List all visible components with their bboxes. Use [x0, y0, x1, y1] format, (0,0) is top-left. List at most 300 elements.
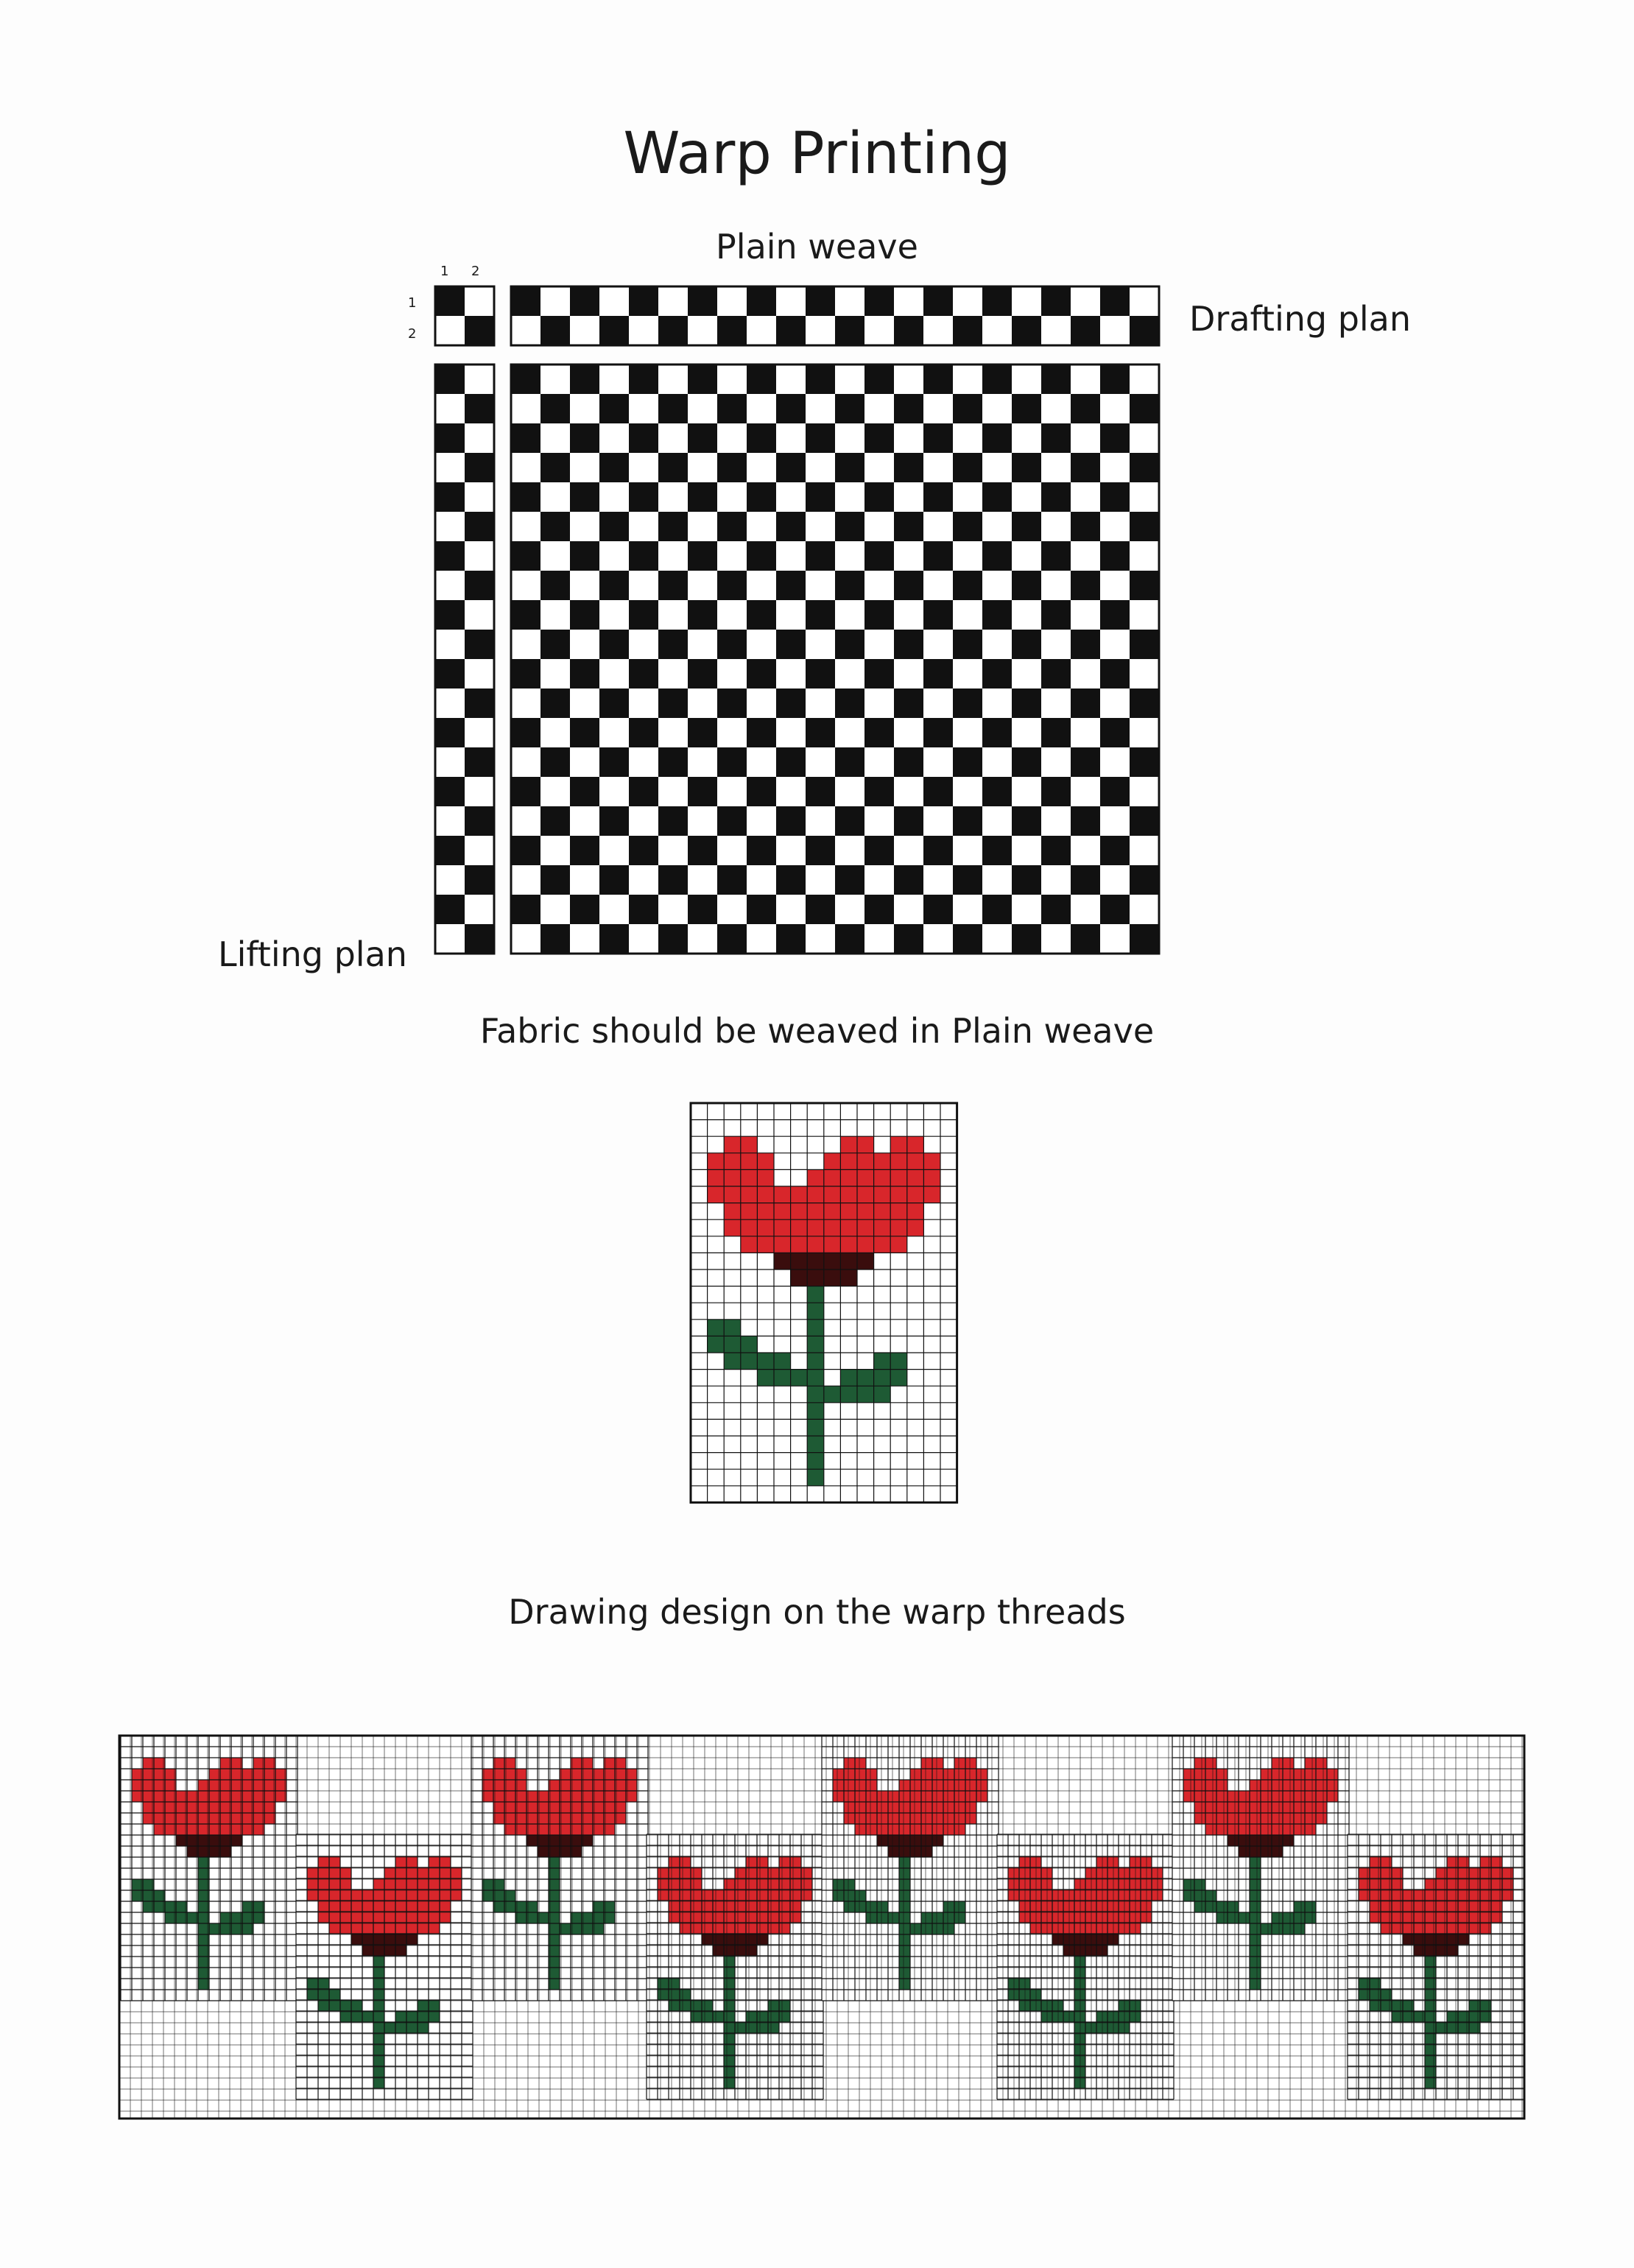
motif-cell — [840, 1153, 857, 1170]
motif-cell — [1447, 1890, 1458, 1901]
motif-cell — [713, 1901, 724, 1912]
motif-cell — [1480, 1901, 1491, 1912]
weave-cell — [806, 364, 835, 394]
weave-cell — [923, 777, 953, 806]
weave-cell — [658, 865, 688, 895]
weave-cell — [688, 836, 717, 865]
motif-cell — [857, 1203, 874, 1220]
motif-cell — [1458, 2011, 1469, 2022]
motif-cell — [910, 1824, 921, 1835]
motif-cell — [1228, 1791, 1239, 1802]
weave-cell — [540, 688, 570, 718]
motif-cell — [833, 1879, 844, 1890]
motif-cell — [866, 1912, 877, 1923]
motif-cell — [1283, 1758, 1294, 1769]
motif-cell — [702, 1890, 713, 1901]
weave-cell — [629, 482, 658, 512]
motif-cell — [801, 1867, 812, 1878]
weave-cell — [599, 571, 629, 600]
motif-cell — [1283, 1813, 1294, 1824]
motif-cell — [1392, 2000, 1403, 2011]
motif-cell — [658, 1989, 669, 2000]
motif-cell — [1436, 1923, 1447, 1934]
motif-cell — [1216, 1901, 1228, 1912]
motif-cell — [1469, 1890, 1480, 1901]
weave-cell — [465, 688, 494, 718]
motif-cell — [406, 1912, 418, 1923]
motif-cell — [774, 1186, 791, 1203]
motif-cell — [329, 1890, 340, 1901]
motif-cell — [741, 1353, 758, 1370]
weave-cell — [435, 423, 465, 453]
weave-cell — [629, 895, 658, 924]
motif-cell — [702, 1901, 713, 1912]
weave-cell — [1012, 512, 1041, 541]
weave-cell — [747, 600, 776, 630]
motif-cell — [351, 1934, 362, 1945]
weave-cell — [511, 364, 540, 394]
motif-cell — [1205, 1802, 1216, 1813]
motif-cell — [669, 1867, 680, 1878]
motif-cell — [855, 1769, 866, 1780]
weave-cell — [776, 453, 806, 482]
motif-cell — [899, 1835, 910, 1846]
motif-cell — [921, 1846, 932, 1857]
weave-cell — [1012, 453, 1041, 482]
motif-cell — [373, 2011, 384, 2022]
weave-cell — [465, 453, 494, 482]
weave-cell — [747, 836, 776, 865]
motif-cell — [708, 1336, 725, 1353]
motif-cell — [844, 1802, 855, 1813]
motif-cell — [307, 1989, 318, 2000]
weave-cell — [658, 924, 688, 954]
motif-cell — [774, 1236, 791, 1253]
motif-cell — [1272, 1791, 1283, 1802]
motif-cell — [1250, 1901, 1261, 1912]
weave-cell — [629, 364, 658, 394]
motif-cell — [340, 2011, 351, 2022]
motif-cell — [844, 1791, 855, 1802]
motif-cell — [890, 1186, 907, 1203]
motif-cell — [746, 2011, 757, 2022]
motif-cell — [1261, 1824, 1272, 1835]
motif-cell — [1228, 1835, 1239, 1846]
motif-cell — [1205, 1890, 1216, 1901]
motif-cell — [440, 1878, 451, 1890]
motif-cell — [1480, 1856, 1491, 1867]
weave-cell — [1130, 394, 1159, 423]
motif-cell — [746, 1901, 757, 1912]
motif-cell — [384, 1934, 395, 1945]
motif-cell — [1381, 1890, 1392, 1901]
motif-cell — [899, 1802, 910, 1813]
motif-cell — [807, 1353, 824, 1370]
motif-cell — [807, 1419, 824, 1436]
weave-cell — [953, 688, 982, 718]
motif-cell — [757, 1169, 774, 1186]
weave-cell — [806, 659, 835, 688]
weave-cell — [923, 600, 953, 630]
motif-cell — [1359, 1867, 1370, 1878]
motif-cell — [735, 1867, 746, 1878]
motif-cell — [768, 1890, 779, 1901]
weave-cell — [717, 394, 747, 423]
motif-cell — [921, 1780, 932, 1791]
motif-cell — [866, 1780, 877, 1791]
motif-cell — [1250, 1780, 1261, 1791]
motif-cell — [307, 1890, 318, 1901]
motif-cell — [669, 2000, 680, 2011]
weave-cell — [1071, 394, 1100, 423]
motif-cell — [429, 2011, 440, 2022]
weave-cell — [806, 541, 835, 571]
motif-cell — [1194, 1802, 1205, 1813]
motif-cell — [840, 1219, 857, 1236]
motif-cell — [890, 1353, 907, 1370]
motif-cell — [669, 1989, 680, 2000]
weave-cell — [658, 747, 688, 777]
motif-cell — [418, 1923, 429, 1934]
weave-cell — [688, 286, 717, 316]
motif-cell — [807, 1370, 824, 1387]
weave-cell — [658, 630, 688, 659]
motif-cell — [395, 1856, 406, 1867]
motif-cell — [899, 1780, 910, 1791]
motif-cell — [440, 1912, 451, 1923]
motif-cell — [1205, 1780, 1216, 1791]
motif-cell — [384, 1912, 395, 1923]
motif-cell — [724, 2011, 735, 2022]
motif-cell — [1425, 1890, 1436, 1901]
motif-cell — [340, 1901, 351, 1912]
weave-cell — [806, 836, 835, 865]
motif-cell — [680, 1912, 691, 1923]
tulip-border-repeat — [119, 1736, 1524, 2119]
motif-cell — [1261, 1780, 1272, 1791]
motif-cell — [724, 1956, 735, 1967]
motif-cell — [1205, 1758, 1216, 1769]
motif-cell — [910, 1835, 921, 1846]
weave-cell — [982, 777, 1012, 806]
weave-cell — [629, 600, 658, 630]
motif-cell — [1425, 2066, 1436, 2077]
weave-cell — [776, 394, 806, 423]
motif-cell — [779, 1856, 790, 1867]
motif-cell — [1502, 1867, 1513, 1878]
motif-cell — [1283, 1923, 1294, 1934]
motif-cell — [318, 1867, 329, 1878]
motif-cell — [1370, 1901, 1381, 1912]
motif-cell — [1294, 1780, 1305, 1791]
drafting-plan-grid — [511, 286, 1159, 345]
weave-cell — [776, 865, 806, 895]
motif-cell — [669, 1901, 680, 1912]
motif-cell — [1359, 1878, 1370, 1890]
motif-cell — [779, 2011, 790, 2022]
motif-cell — [774, 1353, 791, 1370]
weave-cell — [570, 895, 599, 924]
motif-cell — [943, 1802, 954, 1813]
motif-cell — [373, 2022, 384, 2033]
motif-cell — [1469, 2000, 1480, 2011]
motif-cell — [774, 1253, 791, 1269]
motif-cell — [824, 1219, 841, 1236]
weave-cell — [599, 924, 629, 954]
motif-cell — [877, 1912, 888, 1923]
motif-cell — [1272, 1780, 1283, 1791]
weave-cell — [894, 806, 923, 836]
motif-cell — [746, 1867, 757, 1878]
motif-cell — [1250, 1968, 1261, 1979]
weave-cell — [835, 453, 864, 482]
motif-cell — [910, 1813, 921, 1824]
motif-cell — [395, 1878, 406, 1890]
motif-cell — [1447, 1923, 1458, 1934]
motif-cell — [1425, 1989, 1436, 2000]
motif-cell — [746, 1923, 757, 1934]
motif-cell — [757, 1186, 774, 1203]
motif-cell — [840, 1253, 857, 1269]
weave-cell — [570, 659, 599, 688]
motif-cell — [395, 1890, 406, 1901]
weave-cell — [540, 865, 570, 895]
motif-cell — [779, 1923, 790, 1934]
motif-cell — [669, 1890, 680, 1901]
motif-cell — [844, 1890, 855, 1901]
motif-cell — [680, 1856, 691, 1867]
motif-cell — [890, 1136, 907, 1153]
motif-cell — [768, 1912, 779, 1923]
motif-cell — [1469, 2011, 1480, 2022]
weave-cell — [688, 718, 717, 747]
motif-cell — [1305, 1824, 1316, 1835]
motif-cell — [1327, 1769, 1338, 1780]
motif-cell — [724, 1219, 741, 1236]
weave-cell — [1041, 777, 1071, 806]
motif-cell — [899, 1846, 910, 1857]
motif-cell — [1272, 1923, 1283, 1934]
motif-cell — [779, 1878, 790, 1890]
weave-cell — [864, 777, 894, 806]
motif-cell — [680, 1901, 691, 1912]
motif-cell — [1228, 1824, 1239, 1835]
motif-cell — [1458, 1923, 1469, 1934]
weave-cell — [747, 895, 776, 924]
motif-cell — [1480, 1912, 1491, 1923]
motif-cell — [907, 1136, 924, 1153]
motif-cell — [1458, 1878, 1469, 1890]
motif-cell — [1272, 1824, 1283, 1835]
weave-cell — [465, 316, 494, 345]
motif-cell — [351, 1890, 362, 1901]
motif-cell — [373, 1967, 384, 1978]
motif-cell — [840, 1236, 857, 1253]
motif-cell — [1216, 1912, 1228, 1923]
motif-cell — [373, 2000, 384, 2011]
motif-cell — [877, 1835, 888, 1846]
motif-cell — [724, 1353, 741, 1370]
motif-cell — [899, 1813, 910, 1824]
motif-cell — [757, 1934, 768, 1945]
motif-cell — [790, 1901, 801, 1912]
motif-cell — [362, 1901, 373, 1912]
motif-cell — [1480, 1923, 1491, 1934]
motif-cell — [1283, 1780, 1294, 1791]
motif-cell — [1294, 1769, 1305, 1780]
motif-cell — [1414, 1934, 1425, 1945]
motif-cell — [943, 1769, 954, 1780]
weave-cell — [1071, 806, 1100, 836]
motif-cell — [1392, 1901, 1403, 1912]
motif-cell — [406, 2022, 418, 2033]
motif-cell — [1425, 2011, 1436, 2022]
motif-cell — [1250, 1846, 1261, 1857]
motif-cell — [855, 1780, 866, 1791]
motif-cell — [824, 1253, 841, 1269]
weave-cell — [688, 600, 717, 630]
motif-cell — [735, 2022, 746, 2033]
motif-cell — [735, 1912, 746, 1923]
motif-cell — [708, 1320, 725, 1336]
motif-cell — [801, 1878, 812, 1890]
weave-cell — [1130, 512, 1159, 541]
motif-cell — [857, 1253, 874, 1269]
motif-cell — [735, 1890, 746, 1901]
motif-cell — [702, 1912, 713, 1923]
motif-cell — [329, 1867, 340, 1878]
motif-cell — [1261, 1769, 1272, 1780]
weave-cell — [658, 316, 688, 345]
motif-cell — [907, 1219, 924, 1236]
motif-cell — [1250, 1912, 1261, 1923]
motif-cell — [735, 1945, 746, 1956]
motif-cell — [451, 1878, 462, 1890]
motif-cell — [1447, 1901, 1458, 1912]
motif-cell — [1316, 1813, 1327, 1824]
weave-cell — [982, 364, 1012, 394]
motif-cell — [807, 1169, 824, 1186]
weave-cell — [894, 453, 923, 482]
motif-cell — [440, 1867, 451, 1878]
weave-cell — [688, 364, 717, 394]
motif-cell — [1436, 1912, 1447, 1923]
motif-cell — [362, 1934, 373, 1945]
motif-cell — [857, 1186, 874, 1203]
weave-cell — [1071, 747, 1100, 777]
motif-cell — [1370, 1890, 1381, 1901]
motif-cell — [1458, 1934, 1469, 1945]
motif-cell — [1294, 1824, 1305, 1835]
motif-cell — [1458, 1912, 1469, 1923]
weave-cell — [688, 895, 717, 924]
weave-cell — [1012, 630, 1041, 659]
weave-cell — [717, 630, 747, 659]
weave-cell — [599, 688, 629, 718]
motif-cell — [669, 1878, 680, 1890]
motif-cell — [395, 1934, 406, 1945]
weave-cell — [658, 806, 688, 836]
motif-cell — [384, 1901, 395, 1912]
motif-cell — [395, 2011, 406, 2022]
motif-cell — [888, 1813, 899, 1824]
motif-cell — [807, 1386, 824, 1403]
motif-cell — [1447, 2022, 1458, 2033]
weave-cell — [540, 394, 570, 423]
motif-cell — [1250, 1791, 1261, 1802]
motif-cell — [965, 1769, 976, 1780]
motif-cell — [890, 1203, 907, 1220]
motif-cell — [340, 1890, 351, 1901]
motif-cell — [1228, 1912, 1239, 1923]
weave-cell — [1041, 895, 1071, 924]
weave-cell — [864, 895, 894, 924]
weave-cell — [629, 836, 658, 865]
motif-cell — [724, 1923, 735, 1934]
weave-cell — [864, 423, 894, 453]
weave-cell — [1041, 423, 1071, 453]
motif-cell — [741, 1153, 758, 1170]
motif-cell — [833, 1769, 844, 1780]
motif-cell — [943, 1791, 954, 1802]
weave-cell — [923, 286, 953, 316]
motif-cell — [790, 1856, 801, 1867]
motif-cell — [318, 1901, 329, 1912]
motif-cell — [373, 1945, 384, 1956]
motif-cell — [318, 1989, 329, 2000]
motif-cell — [362, 1923, 373, 1934]
motif-cell — [1250, 1945, 1261, 1957]
weave-cell — [1041, 482, 1071, 512]
motif-cell — [384, 1878, 395, 1890]
motif-cell — [340, 1867, 351, 1878]
motif-cell — [1425, 2000, 1436, 2011]
motif-cell — [1403, 1890, 1414, 1901]
motif-cell — [855, 1890, 866, 1901]
weave-cell — [717, 747, 747, 777]
weave-cell — [1071, 924, 1100, 954]
motif-cell — [395, 1945, 406, 1956]
motif-cell — [1250, 1879, 1261, 1890]
motif-cell — [899, 1979, 910, 1990]
motif-cell — [807, 1186, 824, 1203]
motif-cell — [824, 1153, 841, 1170]
pick-number-1: 1 — [408, 295, 417, 311]
motif-cell — [899, 1879, 910, 1890]
motif-cell — [1425, 1956, 1436, 1967]
motif-cell — [1216, 1780, 1228, 1791]
motif-cell — [1283, 1912, 1294, 1923]
motif-cell — [329, 1989, 340, 2000]
weave-cell — [599, 512, 629, 541]
weave-cell — [864, 482, 894, 512]
weave-cell — [1071, 865, 1100, 895]
motif-cell — [1480, 1890, 1491, 1901]
motif-cell — [1250, 1857, 1261, 1868]
weave-cell — [835, 806, 864, 836]
motif-cell — [1305, 1791, 1316, 1802]
motif-cell — [1414, 1945, 1425, 1956]
tulip-repeat-unit — [1348, 1834, 1524, 2099]
weave-cell — [894, 747, 923, 777]
motif-cell — [1370, 1912, 1381, 1923]
motif-cell — [708, 1186, 725, 1203]
motif-cell — [406, 1867, 418, 1878]
motif-cell — [373, 2077, 384, 2088]
weave-cell — [1071, 453, 1100, 482]
weave-cell — [599, 394, 629, 423]
weave-cell — [776, 630, 806, 659]
